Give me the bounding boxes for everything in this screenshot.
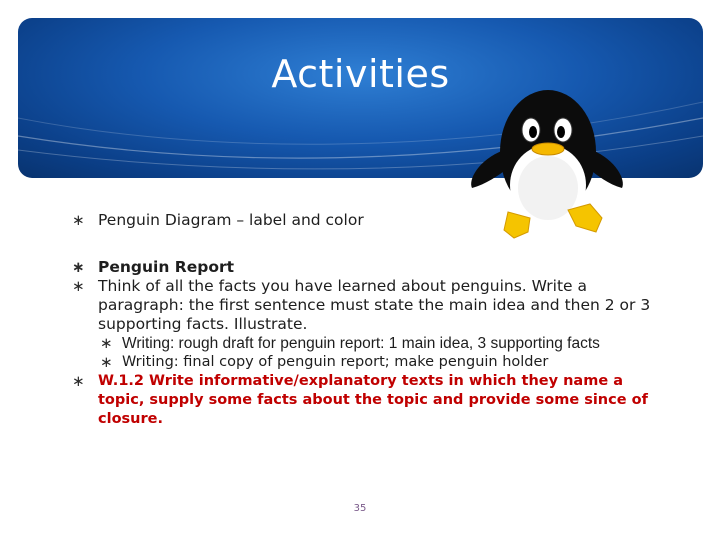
- bullet-penguin-report: [70, 258, 660, 277]
- bullet-text: W.1.2 Write informative/explanatory texts in which they name a topic, supply some facts about the topic and provide some since of closure.: [98, 373, 648, 427]
- slide-content: [70, 211, 660, 429]
- bullet-standard-w12: [70, 372, 660, 429]
- sub-bullet-icon: ∗: [100, 353, 113, 371]
- bullet-icon: ∗: [72, 211, 85, 229]
- sub-bullet-text: Writing: final copy of penguin report; make penguin holder: [122, 354, 549, 370]
- sub-bullet-final-copy: [70, 353, 660, 372]
- bullet-icon: ∗: [72, 277, 85, 295]
- bullet-text: Penguin Report: [98, 258, 235, 276]
- slide-title: Activities: [271, 52, 450, 96]
- bullet-text: Think of all the facts you have learned about penguins. Write a paragraph: the first sentence must state the main idea and then 2 or 3 supporting facts. Illustrate.: [98, 277, 651, 333]
- sub-bullet-rough-draft: [70, 334, 660, 353]
- bullet-icon: ∗: [72, 258, 85, 276]
- sub-bullet-text: Writing: rough draft for penguin report: 1 main idea, 3 supporting facts: [122, 335, 600, 352]
- bullet-think-facts: [70, 277, 660, 334]
- bullet-penguin-diagram: [70, 211, 660, 230]
- bullet-icon: ∗: [72, 372, 85, 390]
- sub-bullet-icon: ∗: [100, 335, 113, 352]
- page-number: 35: [353, 503, 367, 514]
- bullet-text: Penguin Diagram – label and color: [98, 211, 364, 229]
